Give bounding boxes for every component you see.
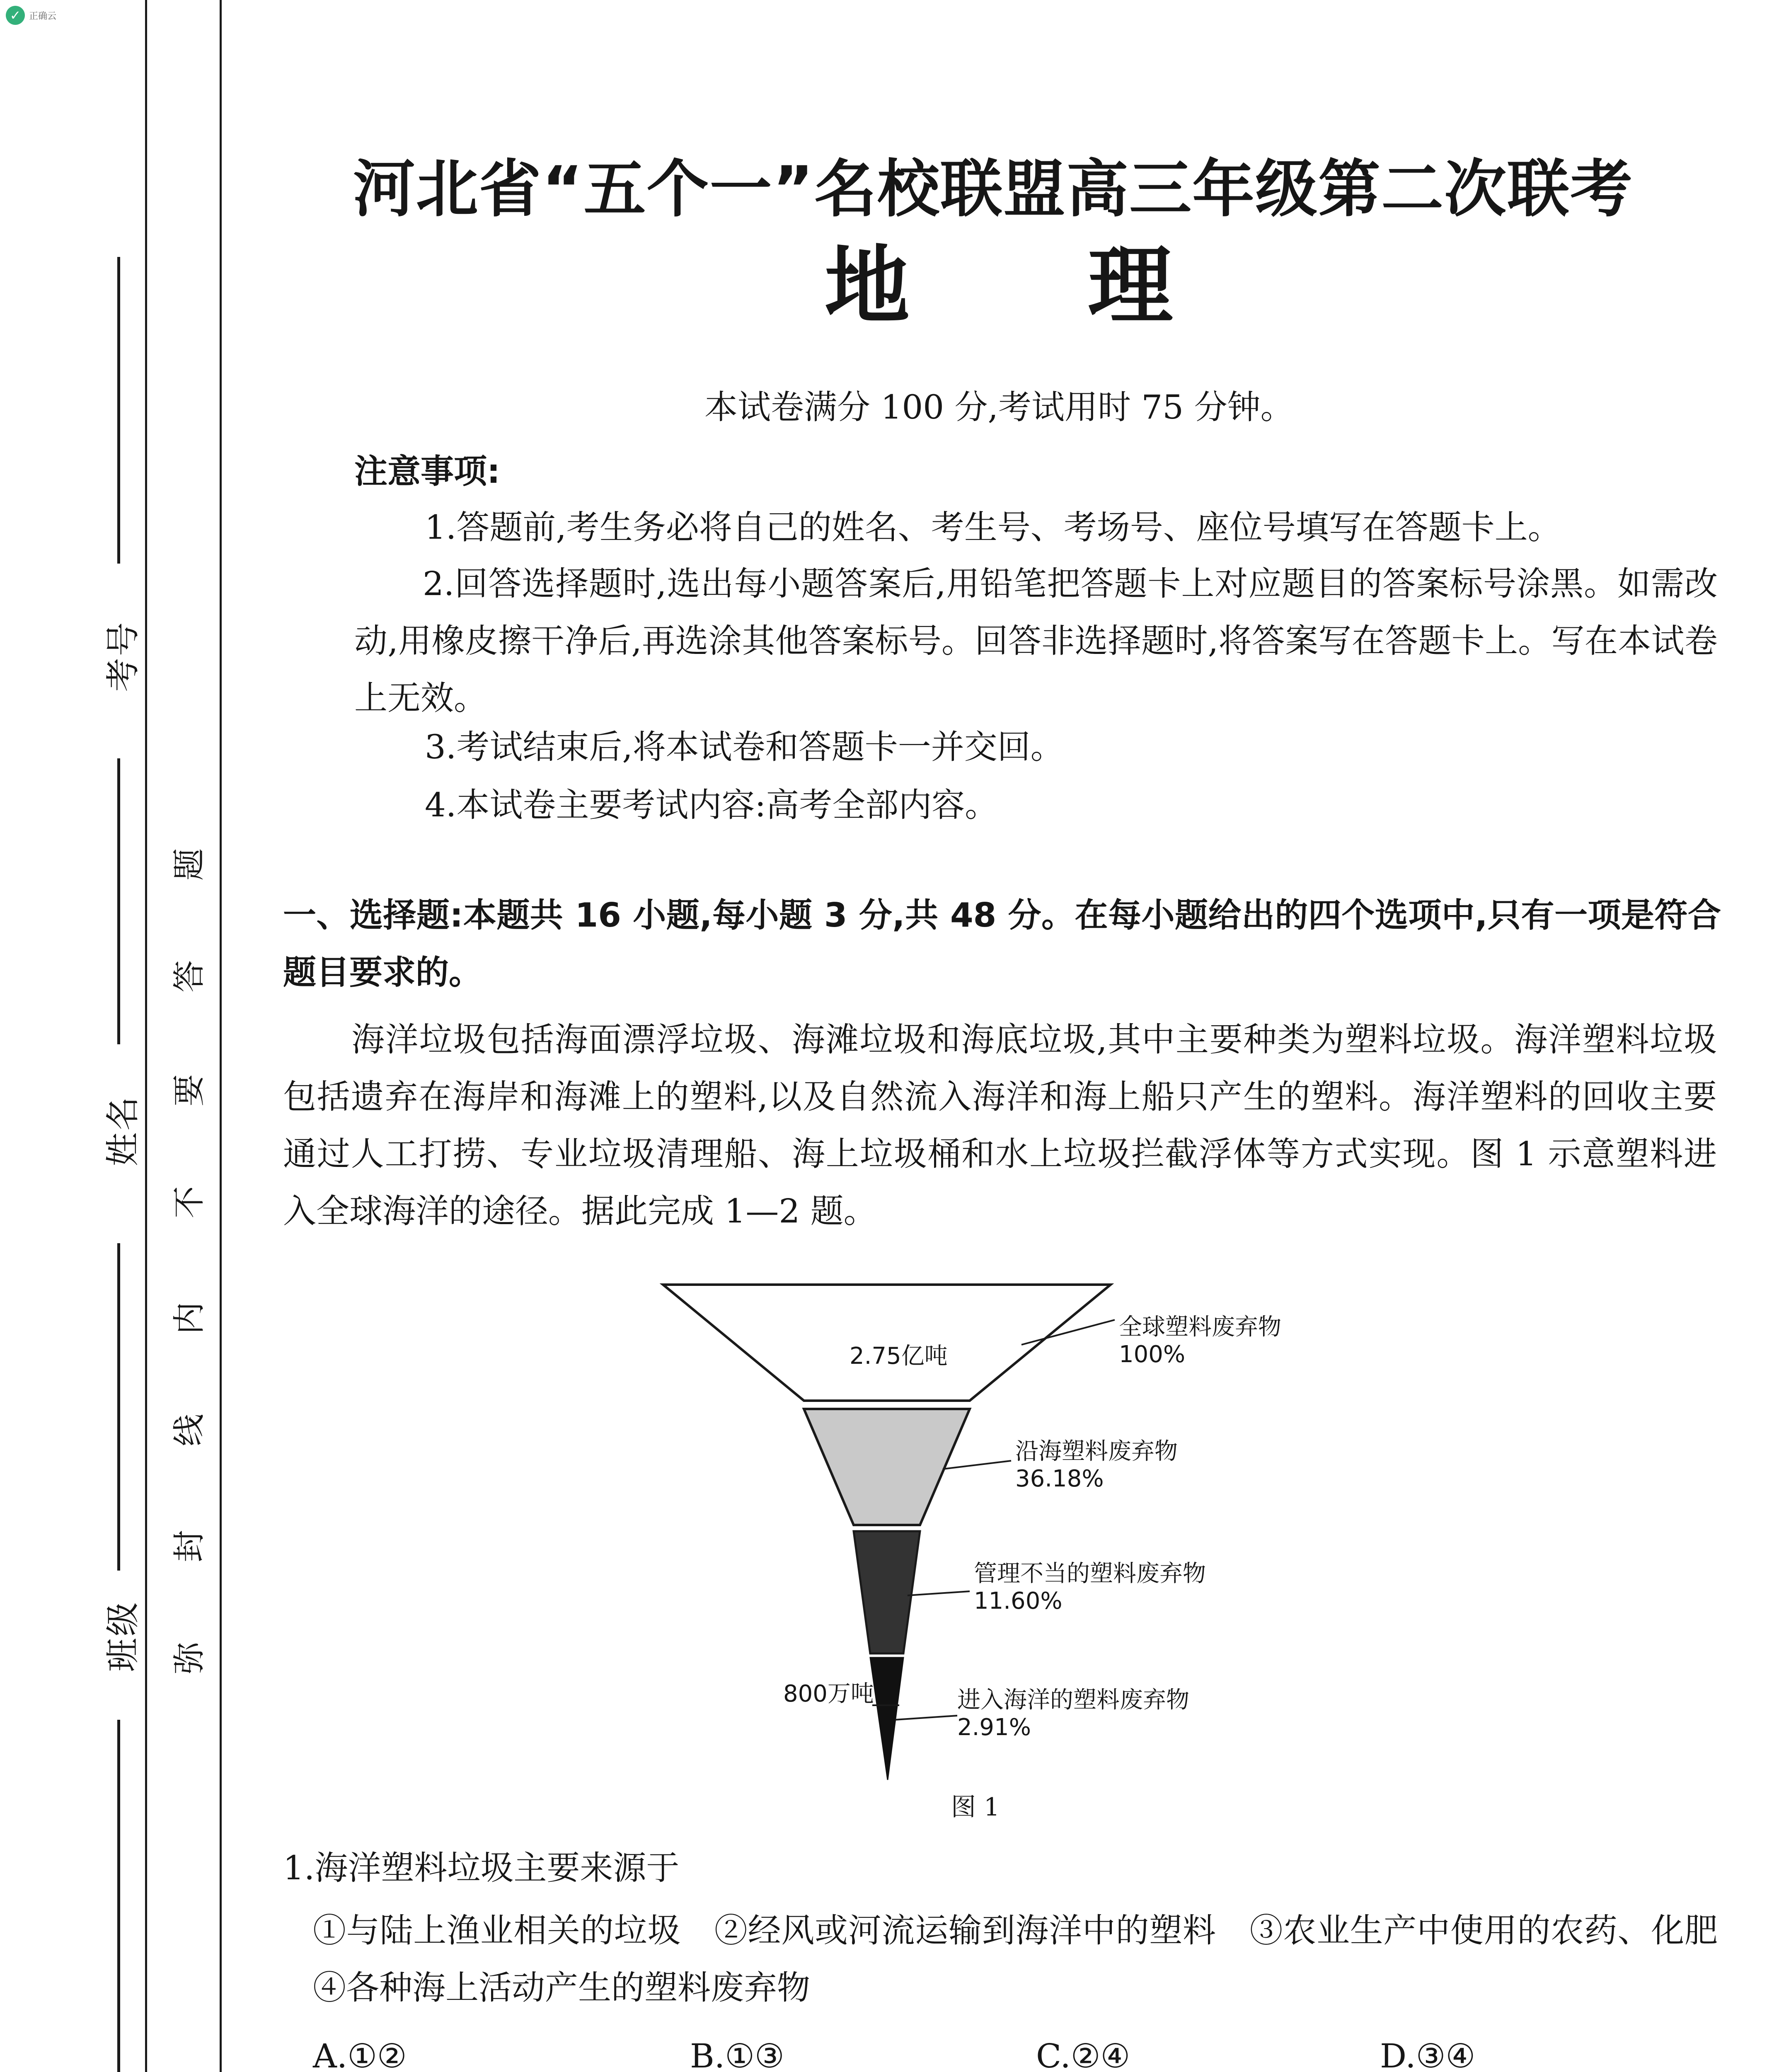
subject-title: 地理 bbox=[825, 237, 1351, 336]
level-percent: 11.60% bbox=[974, 1588, 1063, 1615]
leader-line bbox=[943, 1461, 1011, 1469]
class-label: 班级 bbox=[103, 1600, 143, 1672]
leader-line bbox=[895, 1716, 957, 1720]
exam-number-label: 考号 bbox=[103, 620, 143, 692]
q1-items: ①与陆上渔业相关的垃圾 ②经风或河流运输到海洋中的塑料 ③农业生产中使用的农药、化肥 ④各种海上活动产生的塑料废弃物 bbox=[313, 1911, 1751, 2007]
level-name: 沿海塑料废弃物 bbox=[1015, 1438, 1178, 1465]
exam-info: 本试卷满分 100 分,考试用时 75 分钟。 bbox=[704, 388, 1294, 426]
level-name: 进入海洋的塑料废弃物 bbox=[957, 1687, 1189, 1714]
section-heading: 一、选择题:本题共 16 小题,每小题 3 分,共 48 分。在每小题给出的四个选项中,只有一项是符合题目要求的。 bbox=[283, 896, 1721, 992]
margin-line-left bbox=[145, 0, 147, 2072]
exam-number-blank bbox=[117, 257, 120, 564]
funnel-level-3 bbox=[854, 1531, 920, 1653]
funnel-label-2 bbox=[1015, 1438, 1178, 1493]
seal-char: 封 bbox=[171, 1530, 208, 1563]
q1-stem: 1.海洋塑料垃圾主要来源于 bbox=[283, 1849, 680, 1887]
seal-char: 题 bbox=[171, 848, 208, 881]
exam-title: 河北省“五个一”名校联盟高三年级第二次联考 bbox=[353, 153, 1634, 225]
q1-option-c: C.②④ bbox=[1036, 2037, 1130, 2072]
q1-option-d: D.③④ bbox=[1380, 2037, 1476, 2072]
watermark-logo bbox=[6, 6, 56, 25]
name-blank bbox=[117, 758, 120, 1044]
leader-line bbox=[908, 1591, 970, 1595]
note-item-4: 4.本试卷主要考试内容:高考全部内容。 bbox=[425, 786, 998, 824]
level-name: 管理不当的塑料废弃物 bbox=[974, 1560, 1206, 1587]
passage: 海洋垃圾包括海面漂浮垃圾、海滩垃圾和海底垃圾,其中主要种类为塑料垃圾。海洋塑料垃圾包括遗弃在海岸和海滩上的塑料,以及自然流入海洋和海上船只产生的塑料。海洋塑料的回收主要通过人工打捞、专业垃圾清理船、海上垃圾桶和水上垃圾拦截浮体等方式实现。图 1 示意塑料进入全球海洋的途径。据此完成 1—2 题。 bbox=[283, 1020, 1717, 1230]
seal-char: 弥 bbox=[171, 1642, 208, 1675]
funnel-level-2 bbox=[804, 1409, 970, 1525]
margin-line-right bbox=[220, 0, 222, 2072]
funnel-label-1 bbox=[1119, 1314, 1281, 1368]
seal-char: 要 bbox=[171, 1074, 208, 1107]
funnel-top-value: 2.75亿吨 bbox=[850, 1343, 948, 1370]
level-name: 全球塑料废弃物 bbox=[1119, 1314, 1281, 1341]
funnel-label-3 bbox=[974, 1560, 1206, 1615]
figure-caption: 图 1 bbox=[951, 1793, 1000, 1822]
notes-heading: 注意事项: bbox=[354, 452, 500, 491]
seal-char: 线 bbox=[171, 1414, 208, 1447]
seal-char: 不 bbox=[171, 1186, 208, 1219]
class-blank bbox=[117, 1243, 120, 1571]
check-circle-icon: ✓ bbox=[6, 6, 25, 25]
note-item-3: 3.考试结束后,将本试卷和答题卡一并交回。 bbox=[425, 728, 1064, 766]
note-item-1: 1.答题前,考生务必将自己的姓名、考生号、考场号、座位号填写在答题卡上。 bbox=[425, 508, 1561, 547]
seal-char: 内 bbox=[171, 1302, 208, 1335]
logo-text: 正确云 bbox=[29, 11, 57, 22]
level-percent: 100% bbox=[1119, 1341, 1186, 1368]
q1-option-b: B.①③ bbox=[690, 2037, 784, 2072]
funnel-bottom-value: 800万吨 bbox=[783, 1680, 874, 1707]
level-percent: 2.91% bbox=[957, 1714, 1031, 1741]
q1-option-a: A.①② bbox=[313, 2037, 407, 2072]
note-item-2: 2.回答选择题时,选出每小题答案后,用铅笔把答题卡上对应题目的答案标号涂黑。如需改动,用橡皮擦干净后,再选涂其他答案标号。回答非选择题时,将答案写在答题卡上。写在本试卷上无效。 bbox=[354, 564, 1718, 717]
seal-char: 答 bbox=[171, 960, 208, 993]
name-label: 姓名 bbox=[103, 1095, 143, 1167]
level-percent: 36.18% bbox=[1015, 1465, 1104, 1492]
funnel-label-4 bbox=[957, 1687, 1189, 1741]
school-blank bbox=[117, 1720, 120, 2072]
